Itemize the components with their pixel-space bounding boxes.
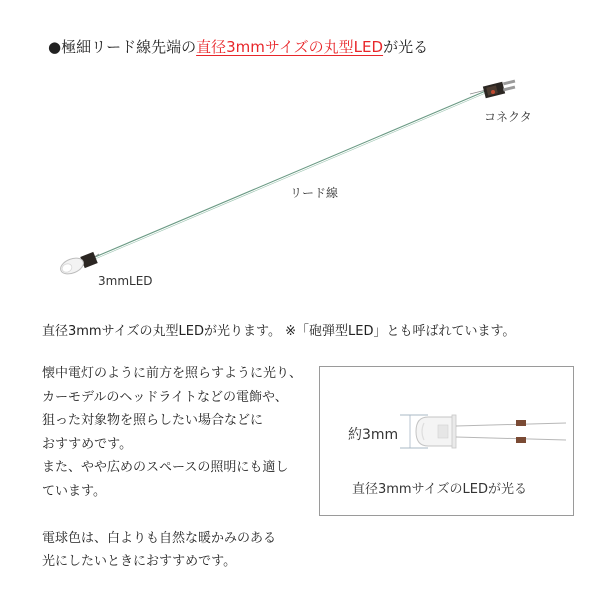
bullet-icon: ● — [48, 38, 62, 56]
heading-prefix: 極細リード線先端の — [61, 38, 197, 56]
body-line: 懐中電灯のように前方を照らすように光り、 — [42, 366, 303, 381]
lead-wire-icon — [95, 90, 488, 259]
body-line: また、やや広めのスペースの照明にも適し — [42, 460, 289, 475]
body-line: おすすめです。 — [42, 436, 133, 452]
description-line: 直径3mmサイズの丸型LEDが光ります。 ※「砲弾型LED」とも呼ばれています。 — [42, 324, 516, 339]
body-line: 光にしたいときにおすすめです。 — [42, 554, 237, 569]
led-leads-icon — [456, 420, 566, 443]
body-line: 狙った対象物を照らしたい場合などに — [42, 413, 264, 428]
body-line: 電球色は、白よりも自然な暖かみのある — [42, 530, 277, 546]
body-text — [42, 362, 322, 574]
page-heading — [48, 36, 428, 57]
led-icon — [58, 252, 99, 277]
led-label: 3mmLED — [98, 274, 153, 288]
size-label: 約3mm — [348, 427, 399, 443]
paragraph-gap — [42, 503, 322, 527]
heading-highlight: 直径3mmサイズの丸型LED — [196, 38, 384, 56]
photo-caption: 直径3mmサイズのLEDが光る — [352, 482, 528, 497]
led-body-icon — [416, 415, 456, 448]
connector-label: コネクタ — [484, 110, 532, 124]
connector-icon — [470, 80, 515, 99]
body-line: ています。 — [42, 483, 106, 499]
body-line: カーモデルのヘッドライトなどの電飾や、 — [42, 389, 288, 405]
lead-wire-label: リード線 — [290, 186, 339, 200]
heading-suffix: が光る — [383, 38, 429, 56]
